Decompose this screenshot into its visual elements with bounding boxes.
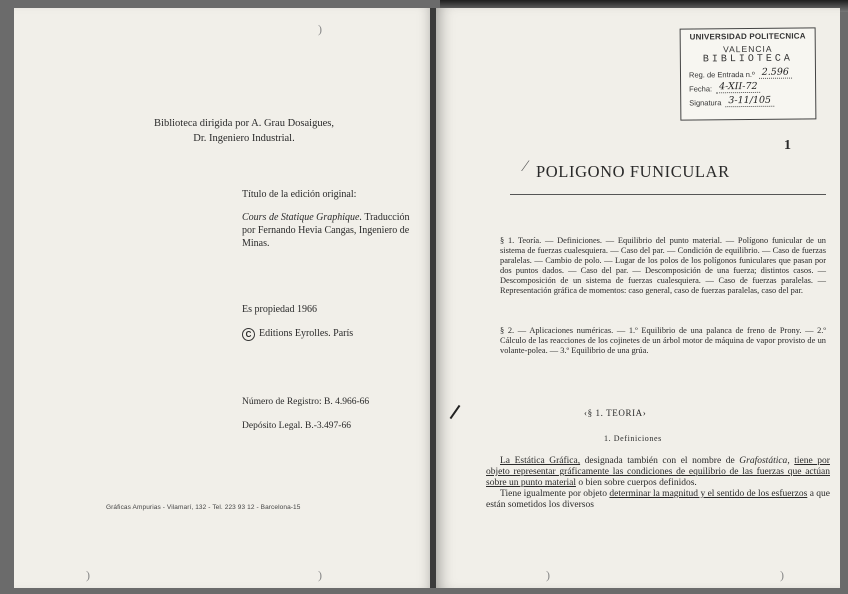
- original-title-label: Título de la edición original:: [242, 189, 357, 200]
- translation-credit: Traducción por Fernando Hevia Cangas, Ingeniero de Minas.: [242, 212, 410, 249]
- body-text-part: designada también con el nombre de: [580, 456, 740, 466]
- library-stamp: [680, 27, 817, 120]
- copyright-icon: C: [242, 328, 255, 341]
- page-curl-mark: ): [780, 568, 784, 582]
- pencil-mark: ⁄: [524, 158, 528, 175]
- stamp-date-label: Fecha:: [689, 84, 713, 94]
- stamp-signature-label: Signatura: [689, 98, 722, 108]
- page-curl-mark: ): [86, 568, 90, 582]
- page-curl-mark: ): [546, 568, 550, 582]
- copyright-block: [242, 302, 422, 342]
- stamp-registry-row: [681, 66, 815, 79]
- stamp-date-row: [681, 80, 815, 93]
- subsection-heading: 1. Definiciones: [604, 434, 662, 443]
- stamp-registry-label: Reg. de Entrada n.º: [688, 69, 755, 80]
- original-work-title: Cours de Statique Graphique.: [242, 212, 362, 223]
- body-text: [486, 456, 830, 511]
- series-credit: [114, 116, 374, 146]
- body-text-part: La Estática Gráfica,: [500, 456, 581, 466]
- stamp-university: UNIVERSIDAD POLITECNICA: [689, 31, 806, 42]
- left-page: [14, 8, 432, 588]
- series-line-1: Biblioteca dirigida por A. Grau Dosaigues,: [154, 118, 334, 129]
- body-text-part: ,: [787, 456, 795, 466]
- chapter-summary-theory: § 1. Teoría. — Definiciones. — Equilibrio del punto material. — Polígono funicular de un sistema de fuerzas cualesquiera. — Caso del par. — Condición de equilibrio. — Caso de fuerzas paralelas. — Cambio de polo. — Lugar de los polos de los polígonos funiculares que pasan por dos puntos dados. — Caso del par. — Descomposición de una fuerza; distintos casos. — Descomposición de un sistema de fuerzas cualesquiera. — Caso de fuerzas paralelas. — Representación gráfica de momentos: caso general, caso de fuerzas paralelas, caso del par.: [500, 236, 826, 295]
- stamp-city: VALENCIA: [723, 43, 773, 55]
- chapter-title: [524, 158, 730, 182]
- stamp-registry-value: 2.596: [759, 67, 792, 79]
- copyright-line: Es propiedad 1966: [242, 304, 317, 315]
- original-edition-block: [242, 188, 412, 250]
- publisher-line: Editions Eyrolles. París: [259, 328, 354, 339]
- page-curl-mark: ): [318, 568, 322, 582]
- stamp-date-value: 4-XII-72: [716, 81, 761, 93]
- stamp-signature-value: 3-11/105: [725, 95, 774, 107]
- series-line-2: Dr. Ingeniero Industrial.: [193, 133, 295, 144]
- body-text-part: o bien sobre cuerpos definidos.: [575, 478, 697, 488]
- body-text-part: determinar la magnitud y el sentido de los esfuerzos: [609, 489, 808, 499]
- chapter-number: 1: [784, 138, 791, 153]
- legal-deposit: Depósito Legal. B.-3.497-66: [242, 421, 351, 431]
- body-text-part: Grafostática: [739, 456, 788, 466]
- legal-block: [242, 390, 432, 438]
- section-heading: ‹§ 1. TEORIA›: [584, 408, 647, 418]
- body-text-part: Tiene igualmente por objeto: [500, 489, 610, 499]
- body-text-part: a que están sometidos los diversos: [486, 489, 831, 510]
- stamp-library: BIBLIOTECA: [702, 53, 793, 66]
- chapter-summary-applications: § 2. — Aplicaciones numéricas. — 1.º Equilibrio de una palanca de freno de Prony. — 2.º Cálculo de las reacciones de los cojinetes de un árbol motor de máquina de vapor provisto de un volante-polea. — 3.º Equilibrio de una grúa.: [500, 326, 826, 355]
- body-text-part: tiene por objeto representar gráficamente las condiciones de equilibrio de las fuerzas que actúan sobre un punto material: [486, 456, 830, 488]
- page-curl-mark: ): [318, 22, 322, 36]
- chapter-title-text: POLIGONO FUNICULAR: [536, 162, 730, 181]
- stamp-signature-row: [681, 94, 815, 107]
- pencil-tick-mark: [450, 405, 461, 419]
- right-page: [436, 8, 840, 588]
- registry-number: Número de Registro: B. 4.966-66: [242, 397, 370, 407]
- title-rule: [510, 194, 826, 195]
- printer-imprint: Gráficas Ampurias - Vilamarí, 132 - Tel. 223 93 12 - Barcelona-15: [106, 504, 301, 511]
